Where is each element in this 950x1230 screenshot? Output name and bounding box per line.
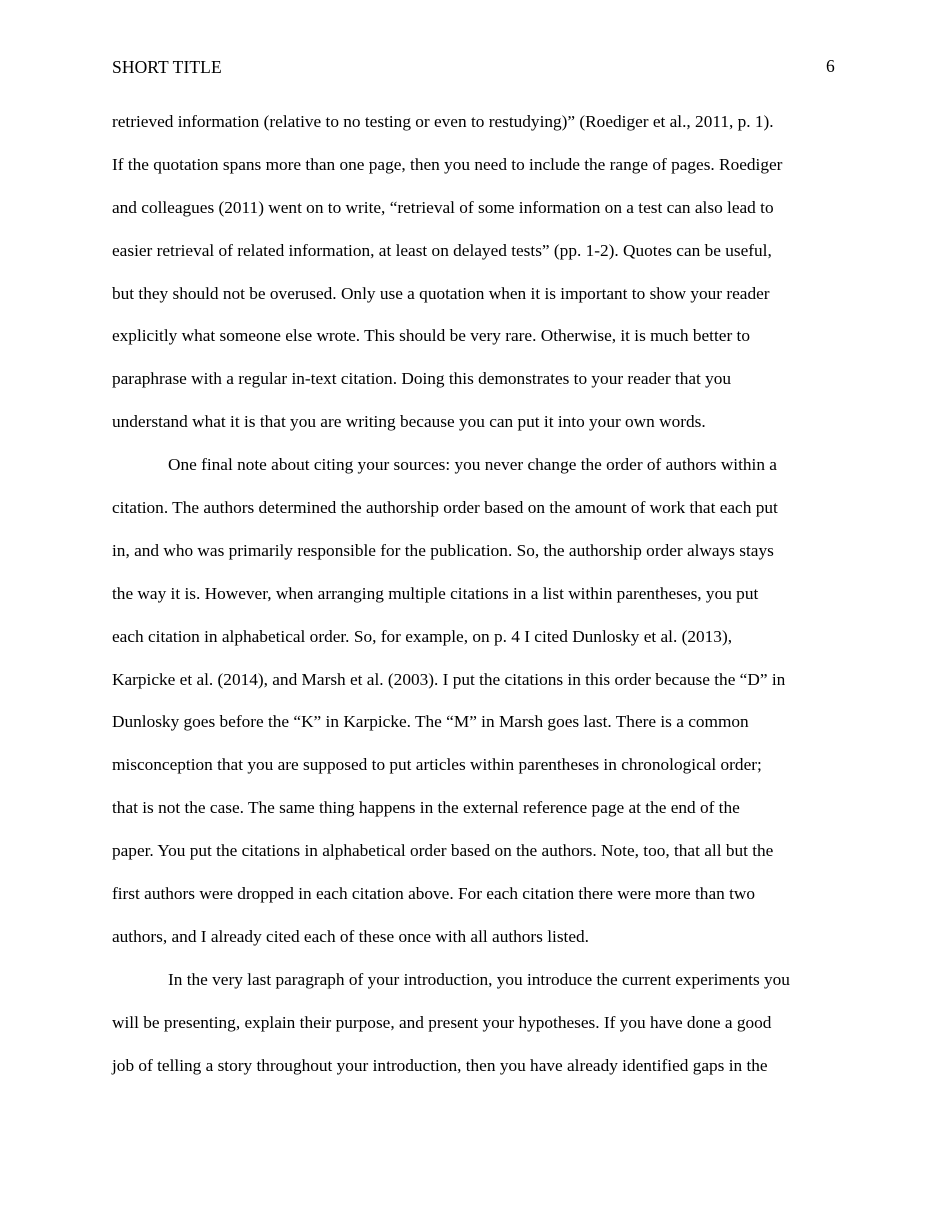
text-line: job of telling a story throughout your introduction, then you have already identified gaps in the	[112, 1055, 768, 1075]
text-line: retrieved information (relative to no testing or even to restudying)” (Roediger et al., 2011, p. 1).	[112, 112, 774, 131]
paragraph-first-line: In the very last paragraph of your introduction, you introduce the current experiments you	[168, 969, 790, 989]
text-line: authors, and I already cited each of these once with all authors listed.	[112, 926, 589, 946]
text-line: citation. The authors determined the authorship order based on the amount of work that each put	[112, 498, 778, 518]
text-line: but they should not be overused. Only use a quotation when it is important to show your reader	[112, 283, 770, 303]
text-line: paper. You put the citations in alphabetical order based on the authors. Note, too, that all but the	[112, 841, 774, 861]
text-line: paraphrase with a regular in-text citation. Doing this demonstrates to your reader that you	[112, 369, 732, 389]
text-line: Karpicke et al. (2014), and Marsh et al. (2003). I put the citations in this order because the “D” in	[112, 669, 786, 689]
text-line: each citation in alphabetical order. So, for example, on p. 4 I cited Dunlosky et al. (2013),	[112, 626, 733, 646]
text-line: If the quotation spans more than one page, then you need to include the range of pages. Roediger	[112, 154, 783, 174]
page-number: 6	[826, 56, 835, 76]
text-line: the way it is. However, when arranging multiple citations in a list within parentheses, you put	[112, 583, 759, 603]
text-line: misconception that you are supposed to put articles within parentheses in chronological order;	[112, 755, 762, 775]
text-line: and colleagues (2011) went on to write, “retrieval of some information on a test can also lead to	[112, 197, 774, 217]
text-line: first authors were dropped in each citation above. For each citation there were more than two	[112, 884, 756, 904]
text-line: in, and who was primarily responsible for the publication. So, the authorship order always stays	[112, 540, 774, 560]
text-line: Dunlosky goes before the “K” in Karpicke. The “M” in Marsh goes last. There is a common	[112, 712, 749, 732]
text-line: will be presenting, explain their purpose, and present your hypotheses. If you have done a good	[112, 1012, 772, 1032]
text-line: easier retrieval of related information, at least on delayed tests” (pp. 1-2). Quotes can be useful,	[112, 240, 772, 260]
running-head: SHORT TITLE	[112, 57, 222, 77]
text-line: understand what it is that you are writing because you can put it into your own words.	[112, 412, 706, 432]
paragraph-first-line: One final note about citing your sources: you never change the order of authors within a	[168, 455, 777, 475]
body-text	[112, 101, 852, 1087]
text-line: that is not the case. The same thing happens in the external reference page at the end of the	[112, 798, 740, 818]
text-line: explicitly what someone else wrote. This should be very rare. Otherwise, it is much better to	[112, 326, 750, 346]
